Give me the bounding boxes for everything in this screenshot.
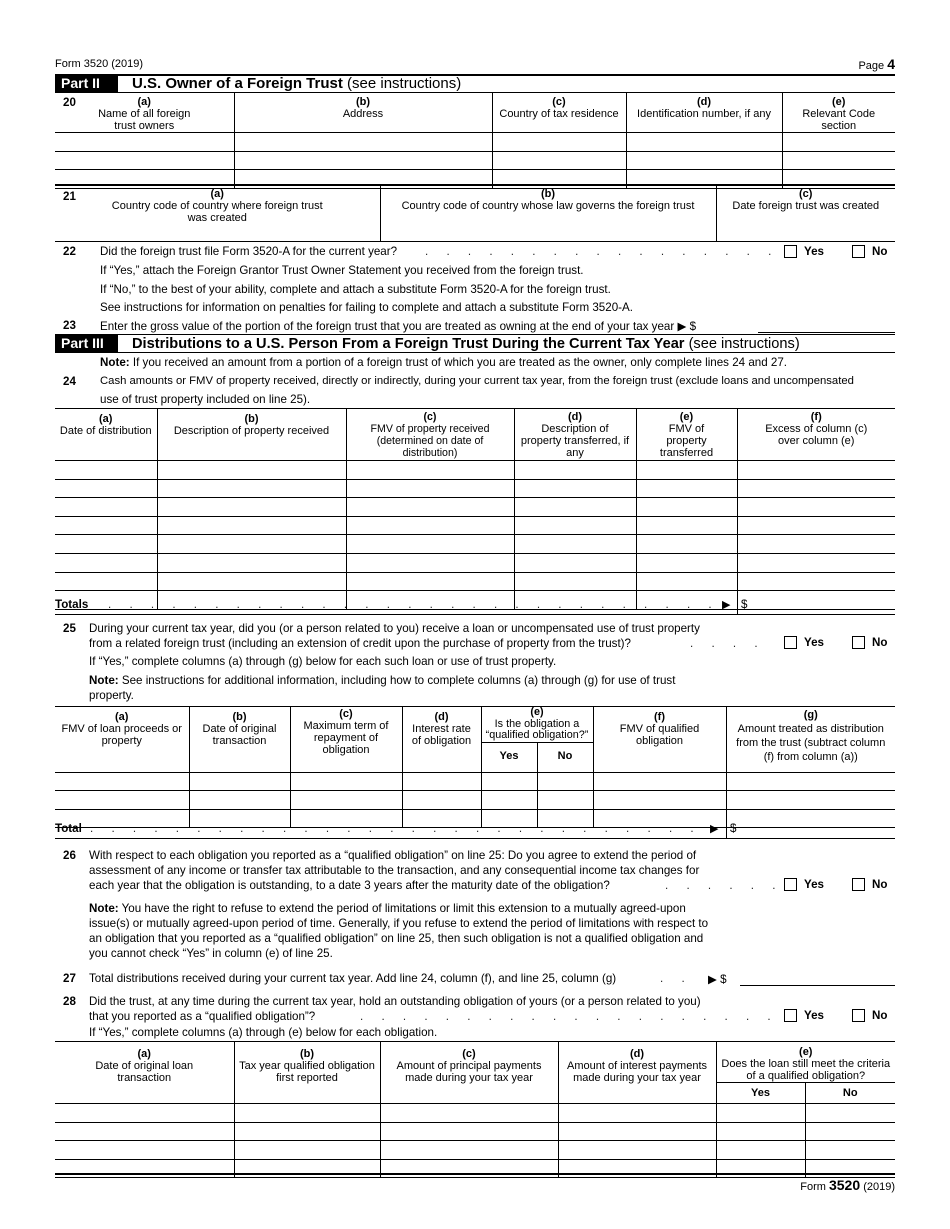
line-26-note bbox=[89, 902, 686, 915]
line-27-input[interactable] bbox=[740, 985, 895, 986]
line-25-number: 25 bbox=[63, 622, 76, 635]
table-cell-input[interactable] bbox=[558, 1141, 716, 1160]
line-28-text: If “Yes,” complete columns (a) through (e) below for each obligation. bbox=[89, 1026, 438, 1039]
divider bbox=[55, 241, 895, 242]
table-row bbox=[55, 1141, 895, 1160]
table-cell-input[interactable] bbox=[55, 479, 157, 498]
yes-label: Yes bbox=[804, 878, 824, 891]
line-25-note: property. bbox=[89, 689, 134, 702]
col-header-id: Identification number, if any bbox=[637, 108, 771, 120]
col-letter: (d) bbox=[567, 411, 583, 423]
yes-label: Yes bbox=[804, 245, 824, 258]
table-cell-input[interactable] bbox=[737, 516, 895, 535]
col-header-max-term: Maximum term of repayment of obligation bbox=[303, 720, 389, 756]
line-27-dollar: ▶ $ bbox=[708, 973, 727, 986]
table-cell-input[interactable] bbox=[514, 535, 636, 554]
col-letter: (c) bbox=[423, 411, 437, 423]
note-text: If you received an amount from a portion of a foreign trust of which you are treated as the owner, only complete lines 24 and 27. bbox=[132, 356, 787, 369]
col-header-address: Address bbox=[342, 108, 384, 120]
line-28-text: that you reported as a “qualified obligation”? bbox=[89, 1010, 316, 1023]
line-22-instruction: If “No,” to the best of your ability, complete and attach a substitute Form 3520-A for the foreign trust. bbox=[100, 283, 611, 296]
col-letter: (e) bbox=[832, 96, 846, 108]
page-num: 4 bbox=[887, 56, 895, 72]
line-26-no-checkbox[interactable] bbox=[852, 878, 865, 891]
part-iii-label: Part III bbox=[55, 335, 118, 352]
table-cell-input[interactable] bbox=[626, 151, 782, 170]
line-24-text: Cash amounts or FMV of property received, directly or indirectly, during your current tax year, from the foreign trust (exclude loans and uncompensated bbox=[100, 375, 854, 387]
totals-label: Totals bbox=[55, 598, 89, 611]
table-cell-input[interactable] bbox=[290, 772, 402, 791]
col-header-date-loan: Date of original loan transaction bbox=[95, 1060, 194, 1084]
footer-form-word: Form bbox=[800, 1181, 826, 1193]
table-cell-input[interactable] bbox=[716, 1122, 805, 1141]
no-label: No bbox=[872, 245, 888, 258]
table-row bbox=[55, 479, 895, 498]
table-cell-input[interactable] bbox=[55, 1104, 234, 1123]
table-cell-input[interactable] bbox=[402, 772, 481, 791]
total-field[interactable] bbox=[726, 820, 895, 838]
col-header-fmv-qualified: FMV of qualified obligation bbox=[619, 723, 700, 747]
line-27-text: Total distributions received during your current tax year. Add line 24, column (f), and line 25, column (g) bbox=[89, 972, 617, 985]
table-cell-input[interactable] bbox=[290, 791, 402, 810]
divider bbox=[55, 1173, 895, 1175]
footer-year: (2019) bbox=[863, 1181, 895, 1193]
table-cell-input[interactable] bbox=[805, 1159, 895, 1178]
col-header-interest-rate: Interest rate of obligation bbox=[411, 723, 472, 747]
col-header-no: No bbox=[805, 1083, 895, 1104]
table-cell-input[interactable] bbox=[234, 151, 492, 170]
col-letter: (b) bbox=[540, 188, 556, 200]
table-cell-input[interactable] bbox=[346, 535, 514, 554]
col-header-fmv-transferred: FMV of property transferred bbox=[659, 423, 714, 459]
col-header-date-original: Date of original transaction bbox=[202, 723, 277, 747]
dot-leader bbox=[665, 879, 777, 892]
table-cell-input[interactable] bbox=[514, 516, 636, 535]
table-cell-input[interactable] bbox=[234, 1122, 380, 1141]
table-cell-input[interactable] bbox=[636, 535, 737, 554]
table-cell-input[interactable] bbox=[737, 479, 895, 498]
table-cell-input[interactable] bbox=[558, 1104, 716, 1123]
col-header-country-law: Country code of country whose law governs the foreign trust bbox=[401, 200, 695, 212]
line-24-note bbox=[100, 356, 787, 369]
line-22-question: Did the foreign trust file Form 3520-A for the current year? bbox=[100, 245, 398, 258]
table-cell-input[interactable] bbox=[636, 461, 737, 480]
line-25-yes-checkbox[interactable] bbox=[784, 636, 797, 649]
table-cell-input[interactable] bbox=[55, 516, 157, 535]
table-cell-input[interactable] bbox=[234, 1141, 380, 1160]
table-cell-input[interactable] bbox=[55, 151, 234, 170]
col-header-criteria: Does the loan still meet the criteria of a qualified obligation? bbox=[721, 1058, 891, 1082]
table-cell-input[interactable] bbox=[492, 151, 626, 170]
table-cell-input[interactable] bbox=[737, 498, 895, 517]
part-ii-title: U.S. Owner of a Foreign Trust bbox=[132, 75, 343, 92]
table-cell-input[interactable] bbox=[157, 498, 346, 517]
col-letter: (a) bbox=[137, 96, 151, 108]
table-cell-input[interactable] bbox=[514, 461, 636, 480]
line-26-note: issue(s) or mutually agreed-upon period of time. Generally, if you refuse to extend the period of limitations with respect to bbox=[89, 917, 709, 930]
line-23-number: 23 bbox=[63, 319, 76, 332]
table-cell-input[interactable] bbox=[346, 461, 514, 480]
col-letter: (d) bbox=[696, 96, 712, 108]
table-cell-input[interactable] bbox=[537, 791, 593, 810]
dollar-sign: $ bbox=[741, 598, 748, 611]
footer-form-number: 3520 bbox=[828, 1177, 861, 1193]
table-cell-input[interactable] bbox=[55, 1122, 234, 1141]
table-cell-input[interactable] bbox=[716, 1141, 805, 1160]
table-cell-input[interactable] bbox=[514, 498, 636, 517]
no-label: No bbox=[872, 636, 888, 649]
line-26-note: you cannot check “Yes” in column (e) of line 25. bbox=[89, 947, 333, 960]
table-row bbox=[55, 553, 895, 572]
table-row bbox=[55, 791, 895, 810]
line-26-text: each year that the obligation is outstanding, to a date 3 years after the maturity date of the obligation? bbox=[89, 879, 610, 892]
line-22-instruction: See instructions for information on penalties for failing to complete and attach a substitute Form 3520-A. bbox=[100, 301, 633, 314]
line-28-table bbox=[55, 1042, 895, 1178]
form-header-label: Form 3520 (2019) bbox=[55, 58, 144, 70]
table-row bbox=[55, 516, 895, 535]
table-cell-input[interactable] bbox=[481, 772, 537, 791]
table-cell-input[interactable] bbox=[380, 1141, 558, 1160]
col-letter: (a) bbox=[210, 188, 224, 200]
table-cell-input[interactable] bbox=[380, 1104, 558, 1123]
dot-leader bbox=[108, 598, 718, 611]
no-label: No bbox=[872, 1009, 888, 1022]
line-26-text: assessment of any income or transfer tax attributable to the transaction, and any consequential income tax changes for bbox=[89, 864, 700, 877]
table-cell-input[interactable] bbox=[558, 1122, 716, 1141]
table-row bbox=[55, 1104, 895, 1123]
table-row bbox=[55, 1122, 895, 1141]
line-25-text: During your current tax year, did you (or a person related to you) receive a loan or uncompensated use of trust property bbox=[89, 622, 700, 635]
col-header-qualified: Is the obligation a “qualified obligation?” bbox=[485, 717, 589, 741]
table-cell-input[interactable] bbox=[346, 516, 514, 535]
table-cell-input[interactable] bbox=[514, 572, 636, 591]
col-header-no: No bbox=[537, 742, 593, 772]
line-21-table bbox=[55, 185, 895, 242]
table-cell-input[interactable] bbox=[55, 1159, 234, 1178]
table-cell-input[interactable] bbox=[234, 133, 492, 152]
col-letter: (e) bbox=[530, 706, 544, 718]
line-25-text: from a related foreign trust (including an extension of credit upon the purchase of property from the trust)? bbox=[89, 637, 631, 650]
col-letter: (d) bbox=[434, 711, 449, 723]
no-label: No bbox=[872, 878, 888, 891]
arrow-icon: ▶ bbox=[722, 599, 731, 611]
yes-label: Yes bbox=[804, 1009, 824, 1022]
table-row bbox=[55, 572, 895, 591]
page-number bbox=[858, 56, 895, 72]
table-cell-input[interactable] bbox=[716, 1104, 805, 1123]
table-cell-input[interactable] bbox=[593, 772, 726, 791]
line-24-table bbox=[55, 409, 895, 610]
table-cell-input[interactable] bbox=[402, 791, 481, 810]
table-cell-input[interactable] bbox=[55, 791, 189, 810]
col-letter: (c) bbox=[339, 708, 353, 720]
table-cell-input[interactable] bbox=[537, 772, 593, 791]
part-ii-suffix: (see instructions) bbox=[347, 75, 462, 92]
table-cell-input[interactable] bbox=[55, 461, 157, 480]
yes-label: Yes bbox=[804, 636, 824, 649]
table-cell-input[interactable] bbox=[234, 1104, 380, 1123]
table-row bbox=[55, 461, 895, 480]
table-row bbox=[55, 133, 895, 152]
col-letter: (f) bbox=[810, 411, 822, 423]
col-letter: (b) bbox=[244, 413, 259, 425]
line-26-number: 26 bbox=[63, 849, 76, 862]
line-24-text: use of trust property included on line 25). bbox=[100, 393, 311, 406]
table-cell-input[interactable] bbox=[726, 791, 895, 810]
line-22-no-checkbox[interactable] bbox=[852, 245, 865, 258]
table-cell-input[interactable] bbox=[55, 572, 157, 591]
table-cell-input[interactable] bbox=[636, 498, 737, 517]
table-cell-input[interactable] bbox=[782, 151, 895, 170]
table-cell-input[interactable] bbox=[380, 1122, 558, 1141]
line-26-yes-checkbox[interactable] bbox=[784, 878, 797, 891]
line-28-text: Did the trust, at any time during the current tax year, hold an outstanding obligation of yours (or a person related to you) bbox=[89, 995, 701, 1008]
col-letter: (f) bbox=[654, 711, 665, 723]
table-row bbox=[55, 535, 895, 554]
line-26-text: With respect to each obligation you reported as a “qualified obligation” on line 25: Do you agree to extend the period of bbox=[89, 849, 697, 862]
table-row bbox=[55, 1159, 895, 1178]
table-cell-input[interactable] bbox=[55, 1141, 234, 1160]
line-22-yes-checkbox[interactable] bbox=[784, 245, 797, 258]
col-header-date: Date of distribution bbox=[59, 425, 152, 437]
col-letter: (c) bbox=[552, 96, 566, 108]
table-cell-input[interactable] bbox=[626, 133, 782, 152]
note-text: See instructions for additional information, including how to complete columns (a) through (g) for use of trust bbox=[121, 674, 676, 687]
table-cell-input[interactable] bbox=[558, 1159, 716, 1178]
line-28-no-checkbox[interactable] bbox=[852, 1009, 865, 1022]
col-header-country-created: Country code of country where foreign trust was created bbox=[111, 200, 323, 224]
table-cell-input[interactable] bbox=[514, 553, 636, 572]
col-header-code: Relevant Code section bbox=[802, 108, 876, 132]
line-24-number: 24 bbox=[63, 375, 76, 388]
table-cell-input[interactable] bbox=[189, 791, 290, 810]
table-cell-input[interactable] bbox=[157, 572, 346, 591]
dot-leader bbox=[425, 245, 777, 258]
table-cell-input[interactable] bbox=[805, 1122, 895, 1141]
table-cell-input[interactable] bbox=[636, 479, 737, 498]
col-letter: (a) bbox=[99, 413, 113, 425]
table-cell-input[interactable] bbox=[636, 572, 737, 591]
dot-leader bbox=[660, 972, 700, 985]
total-label: Total bbox=[55, 822, 82, 835]
line-20-table bbox=[55, 93, 895, 189]
table-row bbox=[55, 151, 895, 170]
table-cell-input[interactable] bbox=[636, 553, 737, 572]
col-header-yes: Yes bbox=[481, 742, 537, 772]
table-cell-input[interactable] bbox=[593, 791, 726, 810]
table-cell-input[interactable] bbox=[481, 791, 537, 810]
line-23-text: Enter the gross value of the portion of the foreign trust that you are treated as owning at the end of your tax year ▶ $ bbox=[100, 320, 697, 333]
line-28-yes-checkbox[interactable] bbox=[784, 1009, 797, 1022]
note-label: Note: bbox=[89, 674, 119, 687]
dollar-sign: $ bbox=[730, 822, 737, 835]
table-cell-input[interactable] bbox=[55, 535, 157, 554]
col-letter: (e) bbox=[799, 1046, 813, 1058]
table-cell-input[interactable] bbox=[737, 535, 895, 554]
col-header-fmv-received: FMV of property received (determined on date of distribution) bbox=[370, 423, 490, 459]
line-22-number: 22 bbox=[63, 245, 76, 258]
table-cell-input[interactable] bbox=[157, 479, 346, 498]
dot-leader bbox=[690, 637, 775, 650]
col-header-description-transferred: Description of property transferred, if any bbox=[520, 423, 630, 459]
dot-leader bbox=[360, 1010, 777, 1023]
col-letter: (a) bbox=[115, 711, 129, 723]
table-cell-input[interactable] bbox=[55, 553, 157, 572]
col-header-description: Description of property received bbox=[173, 425, 330, 437]
col-header-amount-distribution: Amount treated as distribution from the trust (subtract column (f) from column (a)) bbox=[736, 723, 886, 763]
line-23-input[interactable] bbox=[758, 332, 895, 333]
col-header-fmv-loan: FMV of loan proceeds or property bbox=[61, 723, 182, 747]
arrow-icon: ▶ bbox=[710, 823, 719, 835]
table-cell-input[interactable] bbox=[726, 772, 895, 791]
col-letter: (c) bbox=[462, 1048, 476, 1060]
line-25-text: If “Yes,” complete columns (a) through (g) below for each such loan or use of trust property. bbox=[89, 655, 557, 668]
col-header-name: Name of all foreign trust owners bbox=[98, 108, 191, 132]
line-25-no-checkbox[interactable] bbox=[852, 636, 865, 649]
col-header-principal: Amount of principal payments made during your tax year bbox=[396, 1060, 542, 1084]
col-header-tax-year: Tax year qualified obligation first reported bbox=[239, 1060, 375, 1084]
table-cell-input[interactable] bbox=[157, 553, 346, 572]
dot-leader bbox=[90, 822, 705, 835]
table-cell-input[interactable] bbox=[234, 1159, 380, 1178]
line-21-number: 21 bbox=[63, 190, 76, 203]
table-cell-input[interactable] bbox=[157, 461, 346, 480]
col-header-interest: Amount of interest payments made during your tax year bbox=[566, 1060, 707, 1084]
col-letter: (c) bbox=[799, 188, 813, 200]
table-cell-input[interactable] bbox=[380, 1159, 558, 1178]
table-cell-input[interactable] bbox=[737, 572, 895, 591]
line-25-table bbox=[55, 707, 895, 828]
col-letter: (a) bbox=[137, 1048, 151, 1060]
table-cell-input[interactable] bbox=[189, 772, 290, 791]
table-cell-input[interactable] bbox=[716, 1159, 805, 1178]
totals-field[interactable] bbox=[737, 596, 895, 614]
table-cell-input[interactable] bbox=[157, 535, 346, 554]
col-letter: (b) bbox=[299, 1048, 315, 1060]
part-ii-label: Part II bbox=[55, 75, 118, 92]
table-cell-input[interactable] bbox=[346, 553, 514, 572]
table-cell-input[interactable] bbox=[782, 133, 895, 152]
note-label: Note: bbox=[89, 902, 119, 915]
col-letter: (d) bbox=[629, 1048, 645, 1060]
line-28-number: 28 bbox=[63, 995, 76, 1008]
line-22-instruction: If “Yes,” attach the Foreign Grantor Trust Owner Statement you received from the foreign trust. bbox=[100, 264, 584, 277]
line-26-note: an obligation that you reported as a “qualified obligation” on line 25, then such obligation is not a qualified obligation and bbox=[89, 932, 704, 945]
col-letter: (g) bbox=[803, 709, 818, 721]
table-cell-input[interactable] bbox=[492, 133, 626, 152]
col-letter: (b) bbox=[355, 96, 371, 108]
note-label: Note: bbox=[100, 356, 130, 369]
table-cell-input[interactable] bbox=[737, 461, 895, 480]
col-letter: (b) bbox=[232, 711, 247, 723]
page-label: Page bbox=[858, 60, 885, 72]
line-25-note bbox=[89, 674, 675, 687]
table-cell-input[interactable] bbox=[805, 1141, 895, 1160]
table-cell-input[interactable] bbox=[346, 479, 514, 498]
table-cell-input[interactable] bbox=[157, 516, 346, 535]
divider bbox=[55, 838, 895, 839]
table-cell-input[interactable] bbox=[55, 772, 189, 791]
table-cell-input[interactable] bbox=[346, 572, 514, 591]
part-ii-header bbox=[55, 75, 895, 93]
table-cell-input[interactable] bbox=[55, 498, 157, 517]
table-cell-input[interactable] bbox=[636, 516, 737, 535]
line-20-number: 20 bbox=[63, 96, 76, 109]
line-27-number: 27 bbox=[63, 972, 76, 985]
col-header-country: Country of tax residence bbox=[499, 108, 619, 120]
divider bbox=[55, 614, 895, 615]
table-row bbox=[55, 772, 895, 791]
table-cell-input[interactable] bbox=[737, 553, 895, 572]
table-cell-input[interactable] bbox=[514, 479, 636, 498]
col-header-excess: Excess of column (c) over column (e) bbox=[765, 423, 868, 447]
part-iii-title: Distributions to a U.S. Person From a Foreign Trust During the Current Tax Year bbox=[132, 335, 685, 352]
table-cell-input[interactable] bbox=[55, 133, 234, 152]
part-iii-header bbox=[55, 335, 895, 353]
col-header-date-created: Date foreign trust was created bbox=[732, 200, 880, 212]
col-header-yes: Yes bbox=[716, 1083, 805, 1104]
table-cell-input[interactable] bbox=[346, 498, 514, 517]
part-iii-suffix: (see instructions) bbox=[688, 335, 800, 352]
form-footer bbox=[800, 1177, 895, 1193]
col-letter: (e) bbox=[679, 411, 694, 423]
note-text: You have the right to refuse to extend the period of limitations or limit this extension to a mutually agreed-upon bbox=[121, 902, 686, 915]
table-cell-input[interactable] bbox=[805, 1104, 895, 1123]
table-row bbox=[55, 498, 895, 517]
